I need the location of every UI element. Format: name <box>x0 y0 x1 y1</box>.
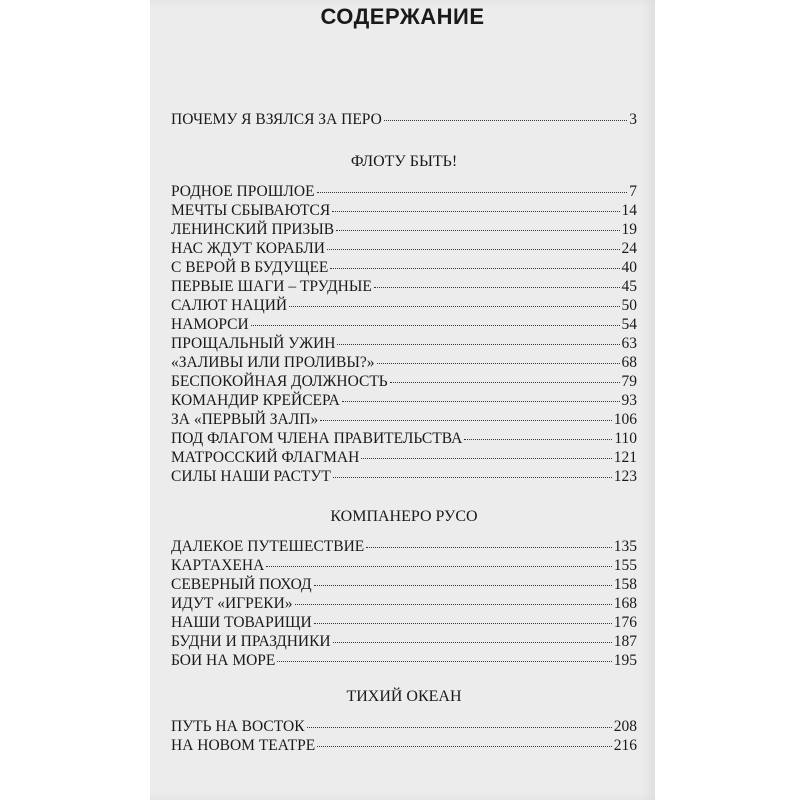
toc-entry <box>171 632 637 651</box>
toc-entry-page: 155 <box>613 557 637 574</box>
toc-entry-label: ЗА «ПЕРВЫЙ ЗАЛП» <box>171 411 319 428</box>
toc-leader-dots <box>317 192 628 193</box>
toc-leader-dots <box>361 458 611 459</box>
toc-entry <box>171 410 637 429</box>
toc-entry <box>171 575 637 594</box>
toc-entry-label: ЛЕНИНСКИЙ ПРИЗЫВ <box>171 221 335 238</box>
toc-leader-dots <box>366 547 611 548</box>
toc-leader-dots <box>330 268 619 269</box>
toc-entry-page: 50 <box>621 297 637 314</box>
toc-entry <box>171 467 637 486</box>
toc-leader-dots <box>266 566 611 567</box>
toc-entry-label: БУДНИ И ПРАЗДНИКИ <box>171 633 331 650</box>
toc-entry-label: ПОЧЕМУ Я ВЗЯЛСЯ ЗА ПЕРО <box>171 111 382 128</box>
toc-entry-label: НАШИ ТОВАРИЩИ <box>171 614 312 631</box>
toc-leader-dots <box>251 325 620 326</box>
toc-entry <box>171 201 637 220</box>
toc-leader-dots <box>384 120 627 121</box>
toc-leader-dots <box>289 306 619 307</box>
toc-entry <box>171 372 637 391</box>
toc-entry-page: 123 <box>613 468 637 485</box>
toc-entry-label: ИДУТ «ИГРЕКИ» <box>171 595 293 612</box>
toc-leader-dots <box>314 623 612 624</box>
toc-entry <box>171 315 637 334</box>
toc-entry-page: 24 <box>621 240 637 257</box>
section-heading: ТИХИЙ ОКЕАН <box>346 688 462 705</box>
toc-entry <box>171 736 637 755</box>
toc-entry-page: 3 <box>629 111 637 128</box>
toc-leader-dots <box>332 211 619 212</box>
toc-entry <box>171 220 637 239</box>
toc-leader-dots <box>333 642 612 643</box>
toc-leader-dots <box>320 420 612 421</box>
toc-entry <box>171 651 637 670</box>
toc-entry-page: 195 <box>613 652 637 669</box>
toc-entry-label: СИЛЫ НАШИ РАСТУТ <box>171 468 331 485</box>
toc-entry <box>171 277 637 296</box>
toc-entry-page: 45 <box>621 278 637 295</box>
toc-entry-page: 106 <box>613 411 637 428</box>
toc-leader-dots <box>333 477 612 478</box>
toc-entry-label: ПЕРВЫЕ ШАГИ – ТРУДНЫЕ <box>171 278 372 295</box>
toc-entry-label: СЕВЕРНЫЙ ПОХОД <box>171 576 312 593</box>
toc-section-1 <box>171 182 637 486</box>
toc-leader-dots <box>464 439 612 440</box>
toc-leader-dots <box>337 344 619 345</box>
toc-entry-page: 168 <box>613 595 637 612</box>
toc-entry-page: 79 <box>621 373 637 390</box>
toc-entry-page: 158 <box>613 576 637 593</box>
toc-entry <box>171 429 637 448</box>
section-heading: ФЛОТУ БЫТЬ! <box>350 153 458 170</box>
toc-entry <box>171 391 637 410</box>
toc-entry-page: 63 <box>621 335 637 352</box>
toc-entry-page: 40 <box>621 259 637 276</box>
toc-leader-dots <box>295 604 612 605</box>
toc-entry-label: «ЗАЛИВЫ ИЛИ ПРОЛИВЫ?» <box>171 354 375 371</box>
toc-entry-page: 176 <box>613 614 637 631</box>
toc-entry-label: МЕЧТЫ СБЫВАЮТСЯ <box>171 202 331 219</box>
toc-entry-page: 14 <box>621 202 637 219</box>
toc-entry-label: НАМОРСИ <box>171 316 249 333</box>
toc-entry <box>171 258 637 277</box>
toc-entry-label: НА НОВОМ ТЕАТРЕ <box>171 737 316 754</box>
toc-entry <box>171 296 637 315</box>
toc-entry <box>171 717 637 736</box>
toc-entry-label: ДАЛЕКОЕ ПУТЕШЕСТВИЕ <box>171 538 365 555</box>
toc-leader-dots <box>390 382 620 383</box>
toc-entry <box>171 537 637 556</box>
toc-entry-page: 54 <box>621 316 637 333</box>
toc-entry-page: 93 <box>621 392 637 409</box>
toc-entry-label: НАС ЖДУТ КОРАБЛИ <box>171 240 325 257</box>
toc-entry-page: 121 <box>613 449 637 466</box>
toc-section-2 <box>171 537 637 670</box>
toc-leader-dots <box>314 585 612 586</box>
toc-intro <box>171 110 637 129</box>
toc-entry-page: 68 <box>621 354 637 371</box>
toc-entry-label: ПОД ФЛАГОМ ЧЛЕНА ПРАВИТЕЛЬСТВА <box>171 430 463 447</box>
toc-entry <box>171 613 637 632</box>
toc-entry <box>171 110 637 129</box>
toc-entry-label: БЕСПОКОЙНАЯ ДОЛЖНОСТЬ <box>171 373 388 390</box>
toc-leader-dots <box>317 746 612 747</box>
toc-entry-page: 110 <box>614 430 637 447</box>
toc-entry-page: 7 <box>629 183 637 200</box>
toc-entry-page: 19 <box>621 221 637 238</box>
toc-leader-dots <box>327 249 620 250</box>
toc-entry-label: С ВЕРОЙ В БУДУЩЕЕ <box>171 259 329 276</box>
toc-entry <box>171 556 637 575</box>
toc-entry <box>171 353 637 372</box>
toc-entry-label: ПРОЩАЛЬНЫЙ УЖИН <box>171 335 336 352</box>
toc-entry <box>171 594 637 613</box>
toc-leader-dots <box>342 401 620 402</box>
toc-leader-dots <box>277 661 611 662</box>
toc-entry <box>171 448 637 467</box>
toc-leader-dots <box>374 287 620 288</box>
page-title: СОДЕРЖАНИЕ <box>320 4 485 29</box>
toc-entry-label: САЛЮТ НАЦИЙ <box>171 297 288 314</box>
toc-entry-label: КАРТАХЕНА <box>171 557 265 574</box>
toc-entry-label: РОДНОЕ ПРОШЛОЕ <box>171 183 315 200</box>
toc-entry-label: КОМАНДИР КРЕЙСЕРА <box>171 392 340 409</box>
toc-entry <box>171 239 637 258</box>
toc-leader-dots <box>307 727 612 728</box>
toc-entry-label: МАТРОССКИЙ ФЛАГМАН <box>171 449 360 466</box>
toc-entry <box>171 334 637 353</box>
toc-entry-label: ПУТЬ НА ВОСТОК <box>171 718 305 735</box>
toc-entry-page: 208 <box>613 718 637 735</box>
toc-entry-page: 187 <box>613 633 637 650</box>
toc-section-3 <box>171 717 637 755</box>
toc-leader-dots <box>377 363 620 364</box>
toc-entry-label: БОИ НА МОРЕ <box>171 652 276 669</box>
section-heading: КОМПАНЕРО РУСО <box>330 508 478 525</box>
toc-leader-dots <box>336 230 619 231</box>
toc-entry-page: 216 <box>613 737 637 754</box>
toc-entry-page: 135 <box>613 538 637 555</box>
toc-entry <box>171 182 637 201</box>
